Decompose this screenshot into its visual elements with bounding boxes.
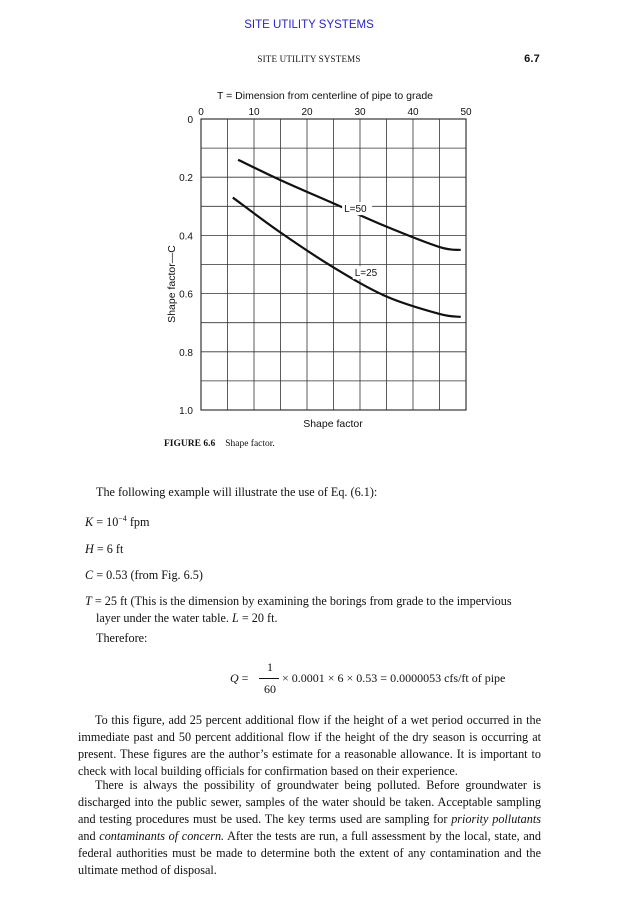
- equation-denominator: 60: [264, 682, 276, 696]
- series-label: L=25: [354, 268, 378, 280]
- shape-factor-chart: [150, 84, 480, 436]
- series-label: L=50: [344, 204, 367, 216]
- equation-numerator: 1: [267, 660, 273, 674]
- paragraph-2-term-priority: priority pollutants: [451, 812, 541, 826]
- x-tick-label: 0: [198, 107, 204, 118]
- figure-caption: [164, 439, 275, 449]
- var-t-symbol: T: [85, 594, 92, 608]
- paragraph-2-text-a: There is always the possibility of groundwater being polluted. Before groundwater is discharged into the public sewer, samples of the water should be taken. Acceptable sampling and testing procedures must be used. The key terms used are sampling for: [78, 778, 541, 826]
- chart-grid: [201, 119, 466, 410]
- fraction-bar: [259, 678, 279, 679]
- paragraph-1: To this figure, add 25 percent additional flow if the height of a wet period occurred in the immediate past and 50 percent additional flow if the height of the dry season is occurring at present. These figures are the author’s estimate for a reasonable allowance. It is important to check with local building officials for confirmation based on their experience.: [78, 713, 541, 778]
- top-banner: SITE UTILITY SYSTEMS: [244, 19, 374, 31]
- equation-rest: × 0.0001 × 6 × 0.53 = 0.0000053 cfs/ft of pipe: [282, 671, 506, 685]
- x-tick-label: 30: [354, 107, 366, 118]
- y-tick-label: 0.8: [179, 347, 193, 359]
- running-head-title: SITE UTILITY SYSTEMS: [257, 54, 361, 64]
- paragraph-2-text-c: After the tests are run, a full assessment by the local, state, and federal authorities must be made to determine both the extent of any contamination and the ultimate method of disposal.: [78, 829, 541, 877]
- var-c-value: = 0.53 (from Fig. 6.5): [96, 568, 203, 582]
- y-tick-label: 0: [187, 115, 193, 126]
- var-t-text: = 25 ft (This is the dimension by examining the borings from grade to the impervious: [94, 594, 512, 608]
- page-number: 6.7: [524, 53, 540, 65]
- y-tick-labels: [179, 115, 193, 417]
- paragraph-2: [78, 777, 541, 879]
- equation: Q =: [230, 671, 249, 685]
- y-tick-label: 0.6: [179, 289, 193, 301]
- intro-text: The following example will illustrate the use of Eq. (6.1):: [96, 485, 378, 499]
- x-axis-label: Shape factor: [303, 418, 363, 430]
- x-tick-label: 20: [301, 107, 313, 118]
- equation-lhs: Q: [230, 671, 239, 685]
- var-k: [85, 514, 150, 530]
- y-tick-label: 0.4: [179, 231, 193, 243]
- var-k-symbol: K: [85, 515, 94, 530]
- var-c: [85, 568, 203, 583]
- x-tick-label: 10: [248, 107, 260, 118]
- var-c-symbol: C: [85, 568, 94, 582]
- var-l-value: = 20 ft.: [238, 611, 278, 625]
- var-t: [85, 593, 540, 627]
- chart-title: T = Dimension from centerline of pipe to grade: [216, 90, 434, 102]
- figure-caption-text: Shape factor.: [225, 439, 275, 449]
- var-h-value: = 6 ft: [96, 542, 124, 556]
- paragraph-2-text-b: and: [78, 829, 100, 843]
- var-h-symbol: H: [85, 542, 94, 556]
- var-k-exponent: −4: [118, 514, 127, 523]
- var-k-value: = 10: [96, 515, 119, 530]
- x-tick-label: 40: [407, 107, 419, 118]
- therefore-text: Therefore:: [96, 631, 148, 645]
- y-tick-label: 0.2: [179, 173, 193, 185]
- y-axis-label: Shape factor—C: [166, 245, 178, 323]
- var-k-unit: fpm: [126, 515, 150, 530]
- series-line-l25: [233, 198, 461, 317]
- x-tick-labels: [198, 107, 472, 118]
- paragraph-2-term-contaminants: contaminants of concern.: [99, 829, 225, 843]
- figure-label: FIGURE 6.6: [164, 439, 216, 449]
- var-h: [85, 542, 123, 557]
- var-t-text-cont: layer under the water table.: [96, 611, 233, 625]
- y-tick-label: 1.0: [179, 406, 193, 417]
- x-tick-label: 50: [460, 107, 472, 118]
- var-l-symbol: L: [232, 611, 239, 625]
